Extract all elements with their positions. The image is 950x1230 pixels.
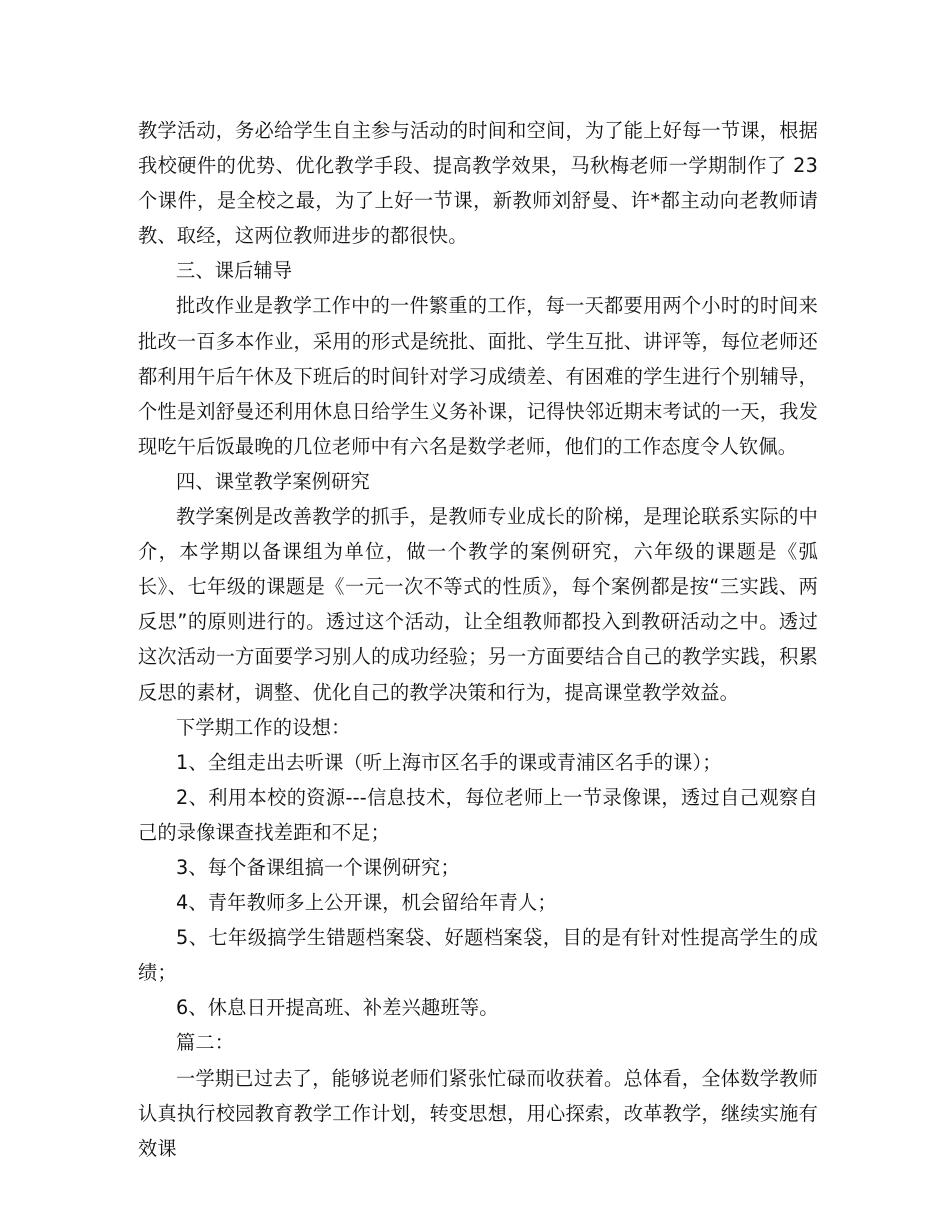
section-heading-case-study: 四、课堂教学案例研究 [176,469,370,493]
paragraph-1: 教学活动，务必给学生自主参与活动的时间和空间，为了能上好每一节课，根据我校硬件的优势、优化教学手段、提高教学效果，马秋梅老师一学期制作了 23 个课件，是全校之最，为了上好一节课，新教师刘舒曼、许*都主动向老教师请教、取经，这两位教师进步的都很快。 [138,119,818,248]
plan-item-1: 1、全组走出去听课（听上海市区名手的课或青浦区名手的课）； [176,750,722,774]
paragraph-case-study: 教学案例是改善教学的抓手，是教师专业成长的阶梯，是理论联系实际的中介，本学期以备课组为单位，做一个教学的案例研究，六年级的课题是《弧长》、七年级的课题是《一元一次不等式的性质》，每个案例都是按“三实践、两反思”的原则进行的。透过这个活动，让全组教师都投入到教研活动之中。透过这次活动一方面要学习别人的成功经验；另一方面要结合自己的教学实践，积累反思的素材，调整、优化自己的教学决策和行为，提高课堂教学效益。 [138,505,818,704]
plan-item-6: 6、休息日开提高班、补差兴趣班等。 [176,996,499,1020]
paragraph-part-two-intro: 一学期已过去了，能够说老师们紧张忙碌而收获着。总体看，全体数学教师认真执行校园教育教学工作计划，转变思想，用心探索，改革教学，继续实施有效课 [138,1066,818,1160]
section-heading-after-class-tutoring: 三、课后辅导 [176,259,293,283]
plan-item-3: 3、每个备课组搞一个课例研究； [176,855,460,879]
plan-item-2: 2、利用本校的资源---信息技术，每位老师上一节录像课，透过自己观察自己的录像课查找差距和不足； [138,785,818,844]
section-heading-part-two: 篇二： [176,1031,235,1055]
plan-item-4: 4、青年教师多上公开课，机会留给年青人； [176,891,557,915]
paragraph-homework-tutoring: 批改作业是教学工作中的一件繁重的工作，每一天都要用两个小时的时间来批改一百多本作业，采用的形式是统批、面批、学生互批、讲评等，每位老师还都利用午后午休及下班后的时间针对学习成绩差、有困难的学生进行个别辅导，个性是刘舒曼还利用休息日给学生义务补课，记得快邻近期末考试的一天，我发现吃午后饭最晚的几位老师中有六名是数学老师，他们的工作态度令人钦佩。 [138,294,818,458]
plan-item-5: 5、七年级搞学生错题档案袋、好题档案袋，目的是有针对性提高学生的成绩； [138,926,818,985]
document-body [138,113,818,1166]
section-heading-next-term-plan: 下学期工作的设想： [176,715,351,739]
